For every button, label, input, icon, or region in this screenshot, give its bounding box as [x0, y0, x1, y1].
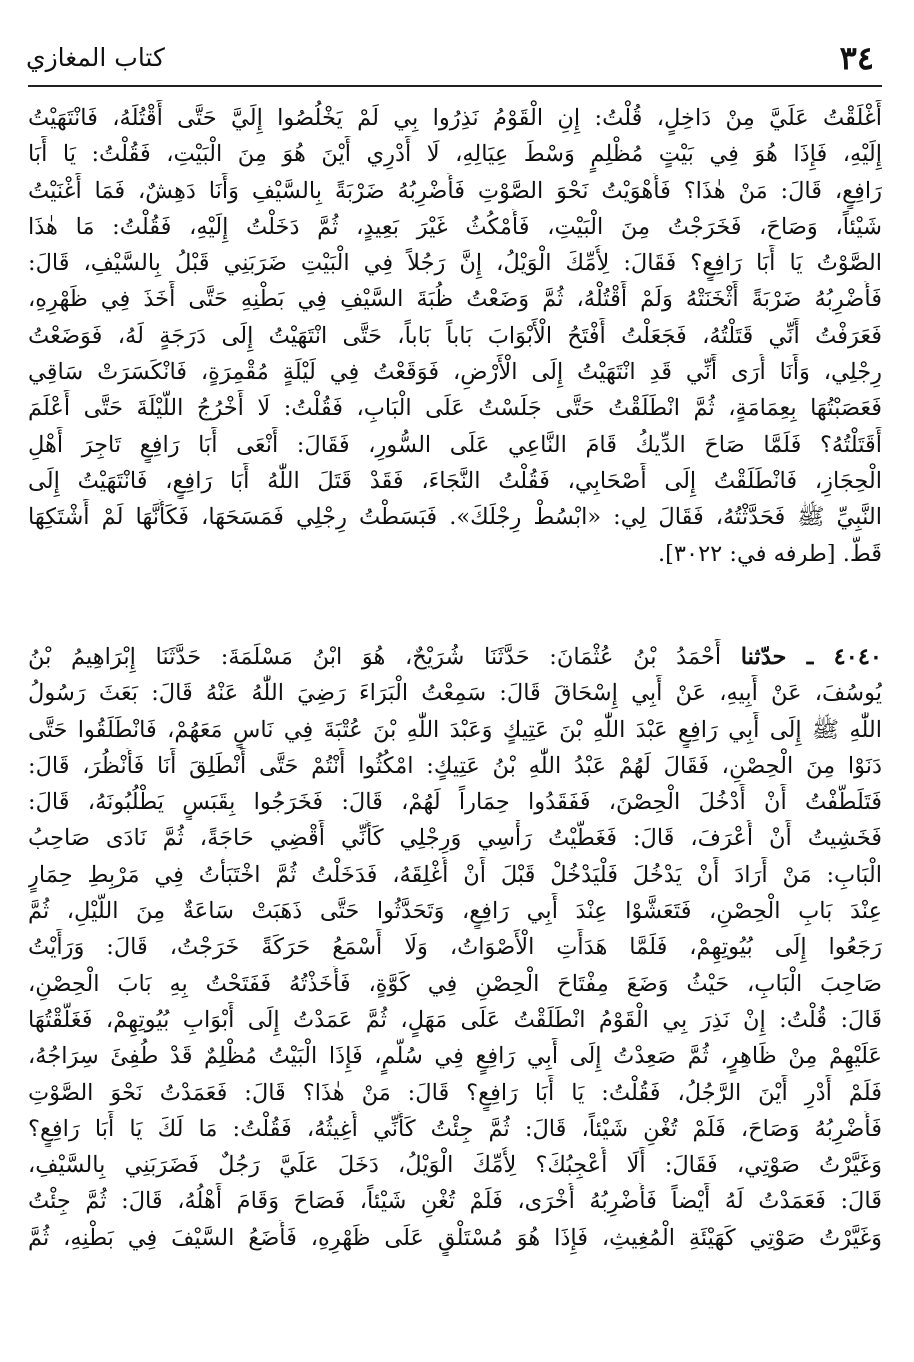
paragraph-continuation: [28, 100, 882, 572]
text-line: فَتَلَطَّفْتُ أَنْ أَدْخُلَ الْحِصْنَ، فَفَقَدُوا حِمَاراً لَهُمْ، قَالَ: فَخَرَجُوا بِقَبَسٍ يَطْلُبُونَهُ، قَالَ:: [28, 789, 882, 816]
text-line: رَجَعُوا إِلَى بُيُوتِهِمْ، فَلَمَّا هَدَأَتِ الْأَصْوَاتُ، وَلَا أَسْمَعُ حَرَكَةً خَرَجْتُ، قَالَ: وَرَأَيْتُ: [28, 934, 882, 961]
page-header: [26, 38, 874, 78]
text-line-content: أَحْمَدُ بْنُ عُثْمَانَ: حَدَّثَنَا شُرَيْحٌ، هُوَ ابْنُ مَسْلَمَةَ: حَدَّثَنَا إِبْرَاهِيمُ بْنُ: [28, 644, 722, 670]
text-line: فَأَضْرِبُهُ وَصَاحَ، فَلَمْ تُغْنِ شَيْئاً، قَالَ: ثُمَّ جِئْتُ كَأَنِّي أُغِيثُهُ، فَقُلْتُ: مَا لَكَ يَا أَبَا رَافِعٍ؟: [28, 1115, 882, 1142]
text-line: النَّبِيِّ ﷺ فَحَدَّثْتُهُ، فَقَالَ لِي: «ابْسُطْ رِجْلَكَ». فَبَسَطْتُ رِجْلِي فَمَسَحَهَا، فَكَأَنَّهَا لَمْ أَشْتَكِهَا: [28, 504, 882, 531]
text-line: الْبَابِ: مَنْ أَرَادَ أَنْ يَدْخُلَ فَلْيَدْخُلْ قَبْلَ أَنْ أُغْلِقَهُ، فَدَخَلْتُ ثُمَّ اخْتَبَأْتُ فِي مَرْبِطِ حِمَارٍ: [28, 861, 882, 888]
text-line: الصَّوْتُ يَا أَبَا رَافِعٍ؟ فَقَالَ: لِأُمِّكَ الْوَيْلُ، إِنَّ رَجُلاً فِي الْبَيْتِ ضَرَبَنِي قَبْلُ بِالسَّيْفِ، قَالَ:: [28, 250, 882, 277]
text-line: فَخَشِيتُ أَنْ أُعْرَفَ، قَالَ: فَغَطَّيْتُ رَأْسِي وَرِجْلِي كَأَنِّي أَقْضِي حَاجَةً، ثُمَّ نَادَى صَاحِبُ: [28, 825, 882, 852]
text-line: أَغْلَقْتُ عَلَيَّ مِنْ دَاخِلٍ، قُلْتُ: إِنِ الْقَوْمُ نَذِرُوا بِي لَمْ يَخْلُصُوا إِلَيَّ حَتَّى أَقْتُلَهُ، فَانْتَهَيْتُ: [28, 105, 882, 131]
text-line: فَعَصَبْتُهَا بِعِمَامَةٍ، ثُمَّ انْطَلَقْتُ حَتَّى جَلَسْتُ عَلَى الْبَابِ، فَقُلْتُ: لَا أَخْرُجُ اللَّيْلَةَ حَتَّى أَعْلَمَ: [28, 395, 882, 422]
hadith-number: ٤٠٤٠ ـ حدّثنا: [740, 644, 882, 670]
text-line-with-reference: قَطُّ. [طرفه في: ٣٠٢٢].: [657, 540, 882, 567]
text-line: وَغَيَّرْتُ صَوْتِي كَهَيْئَةِ الْمُغِيثِ، فَإِذَا هُوَ مُسْتَلْقٍ عَلَى ظَهْرِهِ، فَأَضَعُ السَّيْفَ فِي بَطْنِهِ، ثُمَّ: [28, 1224, 882, 1251]
text-line: عِنْدَ بَابِ الْحِصْنِ، فَتَعَشَّوْا عِنْدَ أَبِي رَافِعٍ، وَتَحَدَّثُوا حَتَّى ذَهَبَتْ سَاعَةٌ مِنَ اللَّيْلِ، ثُمَّ: [28, 898, 882, 925]
text-line: دَنَوْا مِنَ الْحِصْنِ، فَقَالَ لَهُمْ عَبْدُ اللّٰهِ بْنُ عَتِيكٍ: امْكُثُوا أَنْتُمْ حَتَّى أَنْطَلِقَ أَنَا فَأَنْظُرَ، قَالَ:: [28, 752, 882, 779]
text-line: يُوسُفَ، عَنْ أَبِيهِ، عَنْ أَبِي إِسْحَاقَ قَالَ: سَمِعْتُ الْبَرَاءَ رَضِيَ اللّٰهُ عَنْهُ قَالَ: بَعَثَ رَسُولُ: [28, 680, 882, 707]
text-line: الْحِجَازِ، فَانْطَلَقْتُ إِلَى أَصْحَابِي، فَقُلْتُ النَّجَاءَ، فَقَدْ قَتَلَ اللّٰهُ أَبَا رَافِعٍ، فَانْتَهَيْتُ إِلَى: [28, 467, 882, 494]
text-line: أَقَتَلْتُهُ؟ فَلَمَّا صَاحَ الدِّيكُ قَامَ النَّاعِي عَلَى السُّورِ، فَقَالَ: أَنْعَى أَبَا رَافِعٍ تَاجِرَ أَهْلِ: [28, 431, 882, 458]
book-title: كتاب المغازي: [26, 43, 165, 72]
text-line: شَيْئاً، وَصَاحَ، فَخَرَجْتُ مِنَ الْبَيْتِ، فَأَمْكُثُ غَيْرَ بَعِيدٍ، ثُمَّ دَخَلْتُ إِلَيْهِ، فَقُلْتُ: مَا هٰذَا: [28, 213, 882, 240]
text-line: فَعَرَفْتُ أَنِّي قَتَلْتُهُ، فَجَعَلْتُ أَفْتَحُ الْأَبْوَابَ بَاباً بَاباً، حَتَّى انْتَهَيْتُ إِلَى دَرَجَةٍ لَهُ، فَوَضَعْتُ: [28, 322, 882, 349]
text-line: صَاحِبَ الْبَابِ، حَيْثُ وَضَعَ مِفْتَاحَ الْحِصْنِ فِي كَوَّةٍ، فَأَخَذْتُهُ فَفَتَحْتُ بِهِ بَابَ الْحِصْنِ،: [28, 970, 882, 997]
text-line: اللّٰهِ ﷺ إِلَى أَبِي رَافِعٍ عَبْدَ اللّٰهِ بْنَ عَتِيكٍ وَعَبْدَ اللّٰهِ بْنَ عُتْبَةَ فِي نَاسٍ مَعَهُمْ، فَانْطَلَقُوا حَتَّى: [28, 716, 882, 743]
page-number: ٣٤: [839, 39, 874, 77]
text-line: رَافِعٍ، قَالَ: مَنْ هٰذَا؟ فَأَهْوَيْتُ نَحْوَ الصَّوْتِ فَأَضْرِبُهُ ضَرْبَةً بِالسَّيْفِ وَأَنَا دَهِشٌ، فَمَا أَغْنَيْتُ: [28, 177, 882, 204]
text-line: وَغَيَّرْتُ صَوْتِي، فَقَالَ: أَلَا أُعْجِبُكَ؟ لِأُمِّكَ الْوَيْلُ، دَخَلَ عَلَيَّ رَجُلٌ فَضَرَبَنِي بِالسَّيْفِ،: [28, 1152, 882, 1179]
header-divider: [28, 85, 882, 87]
text-line-first: [28, 639, 882, 675]
text-line: فَأَضْرِبُهُ ضَرْبَةً أَثْخَنَتْهُ وَلَمْ أَقْتُلْهُ، ثُمَّ وَضَعْتُ ظُبَةَ السَّيْفِ فِي بَطْنِهِ حَتَّى أَخَذَ فِي ظَهْرِهِ،: [28, 286, 882, 313]
text-line: قَالَ: فَعَمَدْتُ لَهُ أَيْضاً فَأَضْرِبُهُ أُخْرَى، فَلَمْ تُغْنِ شَيْئاً، فَصَاحَ وَقَامَ أَهْلُهُ، قَالَ: ثُمَّ جِئْتُ: [28, 1188, 882, 1215]
text-line: فَلَمْ أَدْرِ أَيْنَ الرَّجُلُ، فَقُلْتُ: يَا أَبَا رَافِعٍ؟ قَالَ: مَنْ هٰذَا؟ قَالَ: فَعَمَدْتُ نَحْوَ الصَّوْتِ: [28, 1079, 882, 1106]
text-line: رِجْلِي، وَأَنَا أُرَى أَنِّي قَدِ انْتَهَيْتُ إِلَى الْأَرْضِ، فَوَقَعْتُ فِي لَيْلَةٍ مُقْمِرَةٍ، فَانْكَسَرَتْ سَاقِي: [28, 359, 882, 386]
text-line: قَالَ: قُلْتُ: إِنْ نَذِرَ بِي الْقَوْمُ انْطَلَقْتُ عَلَى مَهَلٍ، ثُمَّ عَمَدْتُ إِلَى أَبْوَابِ بُيُوتِهِمْ، فَغَلَّقْتُهَا: [28, 1006, 882, 1033]
text-line: عَلَيْهِمْ مِنْ ظَاهِرٍ، ثُمَّ صَعِدْتُ إِلَى أَبِي رَافِعٍ فِي سُلَّمٍ، فَإِذَا الْبَيْتُ مُظْلِمٌ قَدْ طُفِئَ سِرَاجُهُ،: [28, 1043, 882, 1070]
hadith-4040: [28, 639, 882, 1256]
text-line: إِلَيْهِ، فَإِذَا هُوَ فِي بَيْتٍ مُظْلِمٍ وَسْطَ عِيَالِهِ، لَا أَدْرِي أَيْنَ هُوَ مِنَ الْبَيْتِ، فَقُلْتُ: يَا أَبَا: [28, 141, 882, 168]
